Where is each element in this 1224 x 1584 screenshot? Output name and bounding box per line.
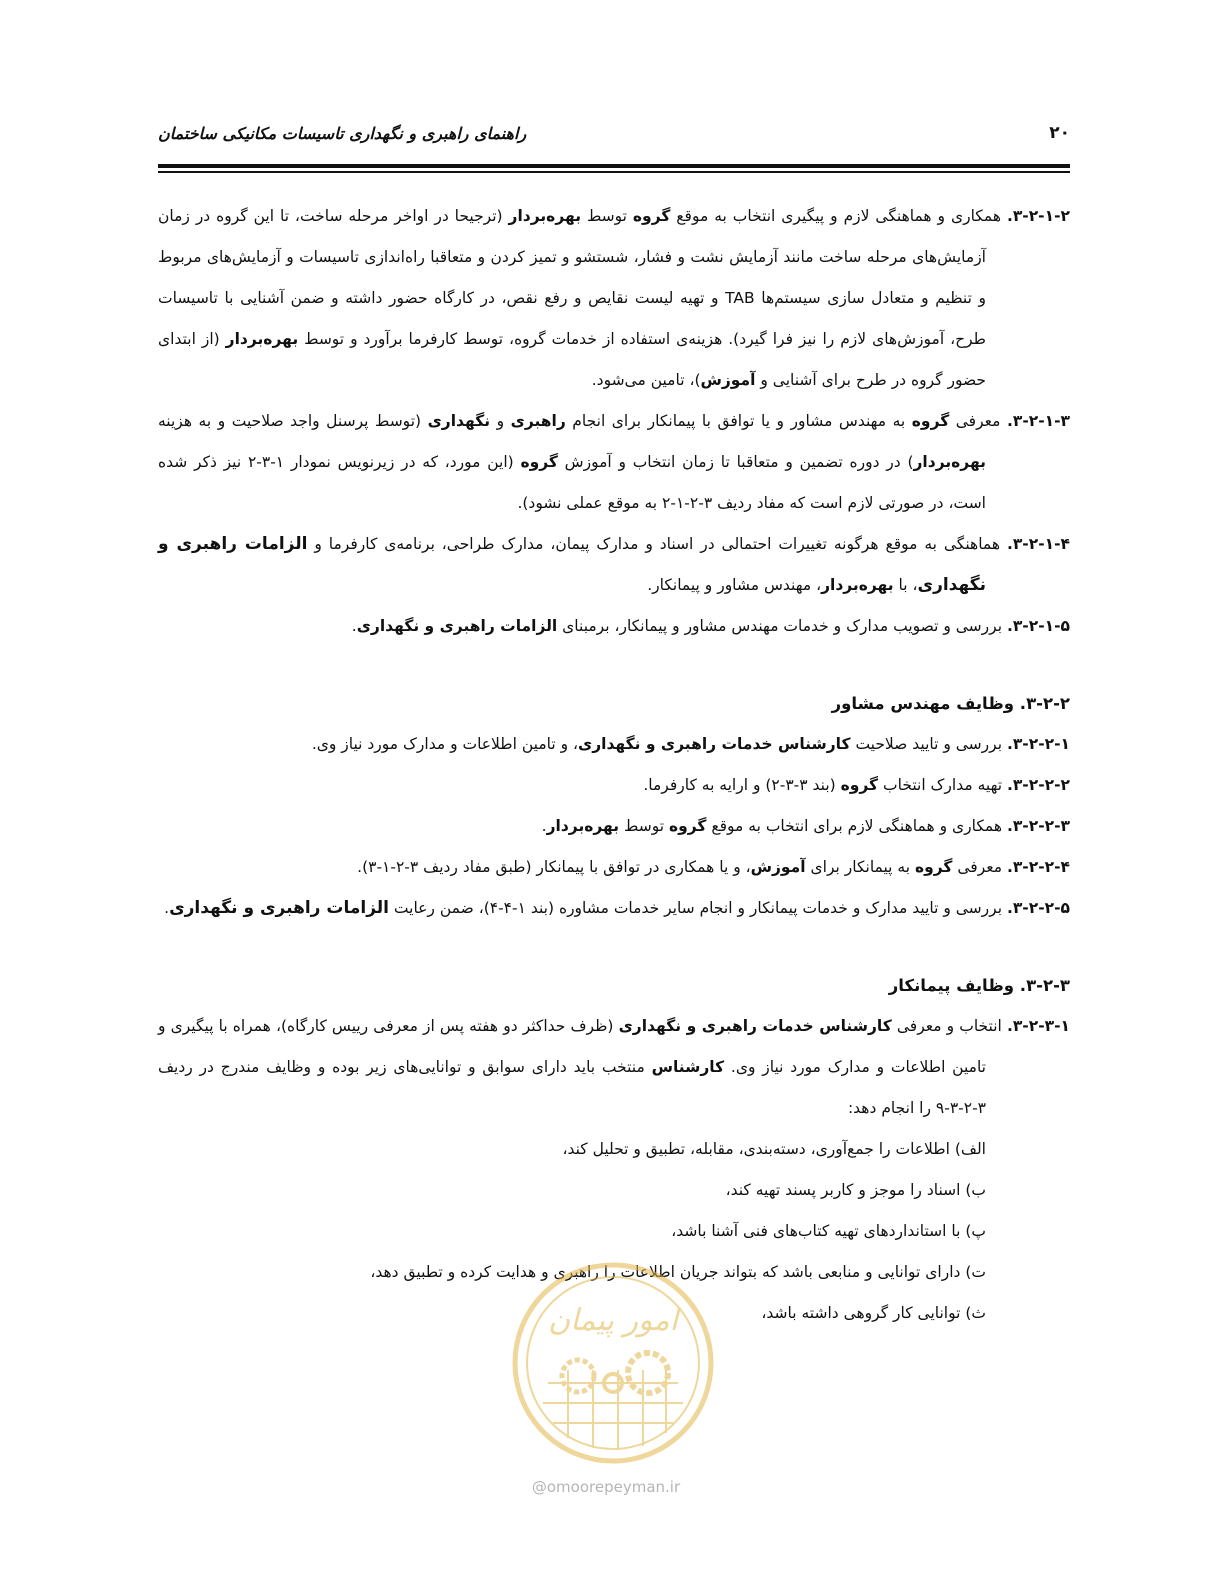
list-item: ت) دارای توانایی و منابعی باشد که بتواند جریان اطلاعات را راهبری و هدایت کرده و تطبیق دهد، — [370, 1263, 986, 1281]
clause-3-2-1-4: ۳-۲-۱-۴. هماهنگی به موقع هرگونه تغییرات احتمالی در اسناد و مدارک پیمان، مدارک طراحی، برنامه‌ی کارفرما و الزامات راهبری و نگهداری، با بهره‌بردار، مهندس مشاور و پیمانکار. — [158, 534, 1070, 595]
heading-3-2-2: ۳-۲-۲. وظایف مهندس مشاور — [831, 694, 1070, 713]
clause-3-2-2-2: ۳-۲-۲-۲. تهیه مدارک انتخاب گروه (بند ۳-۳-۲) و ارایه به کارفرما. — [643, 776, 1070, 794]
clause-3-2-2-4: ۳-۲-۲-۴. معرفی گروه به پیمانکار برای آموزش، و یا همکاری در توافق با پیمانکار (طبق مفاد ردیف ۳-۲-۱-۳). — [357, 858, 1070, 876]
requirements-list — [158, 1129, 1070, 1334]
page-content — [158, 196, 1070, 1334]
clause-3-2-1-2: ۳-۲-۱-۲. همکاری و هماهنگی لازم و پیگیری انتخاب به موقع گروه توسط بهره‌بردار (ترجیحا در اواخر مرحله ساخت، تا این گروه در زمان آزمایش‌های مرحله ساخت مانند آزمایش نشت و فشار، شستشو و تمیز کردن و متعاقبا راه‌اندازی تاسیسات و آزمایش‌های مربوط و تنظیم و متعادل سازی سیستم‌ها TAB و تهیه لیست نقایص و رفع نقص، در کارگاه حضور داشته و ضمن آشنایی با تاسیسات طرح، آموزش‌های لازم را نیز فرا گیرد). هزینه‌ی استفاده از خدمات گروه، توسط کارفرما برآورد و توسط بهره‌بردار (از ابتدای حضور گروه در طرح برای آشنایی و آموزش)، تامین می‌شود. — [158, 207, 1070, 389]
section-gap — [158, 647, 1070, 683]
header-rule-thin — [158, 171, 1070, 173]
clause-number: ۳-۲-۲-۳. — [1006, 817, 1070, 835]
clause-number: ۳-۲-۲-۱. — [1006, 735, 1070, 753]
clause-3-2-2-3: ۳-۲-۲-۳. همکاری و هماهنگی لازم برای انتخاب به موقع گروه توسط بهره‌بردار. — [541, 817, 1070, 835]
clause-3-2-2-5: ۳-۲-۲-۵. بررسی و تایید مدارک و خدمات پیمانکار و انجام سایر خدمات مشاوره (بند ۱-۴-۴)، ضمن رعایت الزامات راهبری و نگهداری. — [164, 898, 1070, 918]
list-item: ث) توانایی کار گروهی داشته باشد، — [761, 1304, 986, 1322]
list-item: الف) اطلاعات را جمع‌آوری، دسته‌بندی، مقابله، تطبیق و تحلیل کند، — [562, 1140, 986, 1158]
clause-number: ۳-۲-۲-۵. — [1006, 899, 1070, 917]
clause-3-2-1-3: ۳-۲-۱-۳. معرفی گروه به مهندس مشاور و یا توافق با پیمانکار برای انجام راهبری و نگهداری (توسط پرسنل واجد صلاحیت و به هزینه بهره‌بردار) در دوره تضمین و متعاقبا تا زمان انتخاب و آموزش گروه (این مورد، که در زیرنویس نمودار ۱-۳-۲ نیز ذکر شده است، در صورتی لازم است که مفاد ردیف ۳-۲-۱-۲ به موقع عملی نشود). — [158, 412, 1071, 512]
clause-number: ۳-۲-۲-۴. — [1006, 858, 1070, 876]
clause-number: ۳-۲-۱-۴. — [1006, 535, 1070, 553]
page-header — [158, 118, 1070, 148]
heading-3-2-3: ۳-۲-۳. وظایف پیمانکار — [888, 976, 1070, 995]
clause-number: ۳-۲-۱-۳. — [1006, 412, 1071, 430]
list-item: ب) اسناد را موجز و کاربر پسند تهیه کند، — [725, 1181, 986, 1199]
list-item: پ) با استانداردهای تهیه کتاب‌های فنی آشنا باشد، — [671, 1222, 986, 1240]
watermark-url: @omoorepeyman.ir — [531, 1478, 681, 1496]
clause-3-2-3-1: ۳-۲-۳-۱. انتخاب و معرفی کارشناس خدمات راهبری و نگهداری (ظرف حداکثر دو هفته پس از معرفی رییس کارگاه)، همراه با پیگیری و تامین اطلاعات و مدارک مورد نیاز وی. کارشناس منتخب باید دارای سوابق و توانایی‌های زیر بوده و وظایف مندرج در ردیف ۳-۲-۳-۹ را انجام دهد: — [158, 1017, 1070, 1117]
clause-number: ۳-۲-۲-۲. — [1006, 776, 1070, 794]
clause-3-2-2-1: ۳-۲-۲-۱. بررسی و تایید صلاحیت کارشناس خدمات راهبری و نگهداری، و تامین اطلاعات و مدارک مورد نیاز وی. — [311, 735, 1070, 753]
section-gap — [158, 929, 1070, 965]
clause-number: ۳-۲-۳-۱. — [1006, 1017, 1070, 1035]
watermark-logo-text: امور پیمان — [548, 1303, 678, 1338]
clause-3-2-1-5: ۳-۲-۱-۵. بررسی و تصویب مدارک و خدمات مهندس مشاور و پیمانکار، برمبنای الزامات راهبری و نگهداری. — [351, 617, 1070, 635]
clause-number: ۳-۲-۱-۲. — [1006, 207, 1070, 225]
header-rule-thick — [158, 164, 1070, 168]
page-number: ۲۰ — [1049, 123, 1070, 143]
tab-acronym: TAB — [725, 289, 755, 307]
running-title: راهنمای راهبری و نگهداری تاسیسات مکانیکی ساختمان — [158, 123, 527, 143]
clause-number: ۳-۲-۱-۵. — [1006, 617, 1070, 635]
